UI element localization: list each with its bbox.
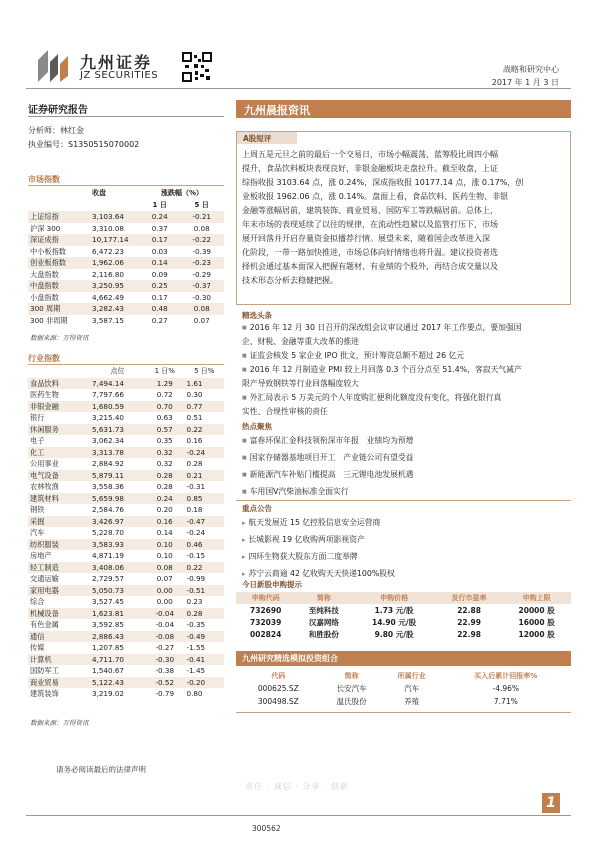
- table-cell: 0.07: [193, 315, 210, 325]
- data-source: 数据来源：万得资讯: [30, 334, 89, 342]
- brand-name-cn: 九州证券: [80, 53, 153, 72]
- table-cell: 002824: [250, 629, 282, 639]
- table-cell: 中小板指数: [30, 246, 66, 256]
- table-row: [28, 596, 224, 608]
- department: 战略和研究中心: [503, 65, 559, 74]
- table-cell: 20000 股: [518, 605, 555, 615]
- table-cell: 0.32: [156, 447, 173, 457]
- table-cell: 1,680.59: [92, 401, 125, 411]
- comment-line: 化阶段，一带一路加快推进，市场总体向好情绪也将升温。建议投资者选: [242, 248, 498, 257]
- hot-topics-title: 热点聚焦: [242, 422, 272, 431]
- table-cell: 5,228.70: [92, 528, 125, 537]
- table-cell: 纺织服装: [30, 539, 59, 549]
- table-row: [28, 619, 224, 631]
- table-row: [28, 424, 224, 436]
- page-title: 九州晨报资讯: [236, 100, 571, 118]
- industry-index-table: [28, 366, 224, 700]
- table-row: [28, 573, 224, 585]
- table-cell: -1.55: [186, 643, 206, 652]
- table-cell: 有色金属: [30, 620, 59, 629]
- table-row: [28, 642, 224, 654]
- table-cell: 0.85: [186, 493, 203, 503]
- table-row: [28, 378, 224, 390]
- table-row: [28, 223, 224, 235]
- table-subheader: 1 日 5 日: [152, 200, 209, 209]
- table-cell: 0.72: [156, 390, 173, 399]
- news-item: ■ 证监会核发 5 家企业 IPO 批文，预计筹资总额不超过 26 亿元: [236, 349, 571, 364]
- table-cell: 0.35: [156, 436, 173, 445]
- legal-disclaimer: 请务必阅读最后的法律声明: [56, 765, 146, 774]
- table-cell: 5,879.11: [92, 470, 125, 480]
- table-cell: 机械设备: [30, 608, 59, 618]
- table-cell: -0.52: [155, 677, 175, 687]
- comment-line: 展开回落并开启存量资金拟播荐行情。展望未来，随着国企改革进入深: [242, 234, 490, 243]
- footer-tagline: 责任 · 诚信 · 分享 · 创新: [245, 782, 349, 791]
- table-cell: 3,527.45: [92, 597, 125, 606]
- table-cell: 0.27: [151, 315, 168, 325]
- table-cell: 22.99: [457, 617, 481, 627]
- table-cell: 5,122.43: [92, 677, 125, 687]
- table-cell: -0.24: [186, 447, 206, 457]
- table-cell: 3,583.93: [92, 539, 125, 549]
- table-cell: 钢铁: [30, 505, 45, 514]
- table-cell: 汽车: [30, 528, 45, 537]
- table-row: [28, 292, 224, 304]
- table-cell: 0.37: [151, 223, 168, 233]
- analyst: 分析师：林红金: [28, 126, 84, 135]
- table-cell: 22.98: [457, 629, 481, 639]
- comment-text: [236, 148, 571, 288]
- table-cell: 4,871.19: [92, 551, 125, 560]
- table-row: [28, 539, 224, 551]
- table-cell: -0.79: [155, 689, 175, 698]
- hot-topic-item: ■ 国家存储器基地项目开工 产业链公司有望受益: [236, 451, 571, 466]
- table-cell: 2,884.92: [92, 459, 125, 468]
- table-cell: 医药生物: [30, 390, 59, 399]
- table-cell: 0.46: [186, 539, 203, 549]
- table-cell: 0.16: [186, 436, 203, 445]
- table-cell: 至纯科技: [308, 605, 339, 615]
- industry-index-title: 行业指数: [28, 351, 224, 365]
- table-cell: -0.30: [192, 292, 211, 302]
- table-cell: 10,177.14: [92, 235, 129, 244]
- table-cell: 综合: [30, 597, 45, 606]
- comment-line: 年末市场的表现延续了以往的规律，在流动性趋紧以及监管打压下，市场: [242, 220, 498, 229]
- footer-divider: [26, 815, 571, 816]
- table-cell: -0.39: [192, 246, 211, 256]
- table-cell: -0.29: [192, 269, 211, 279]
- table-cell: 银行: [30, 413, 45, 422]
- table-cell: -0.04: [155, 620, 175, 629]
- table-cell: 0.00: [156, 585, 173, 595]
- table-cell: 1,623.81: [92, 608, 125, 618]
- table-cell: 3,592.85: [92, 620, 125, 629]
- table-cell: 中盘指数: [30, 281, 59, 290]
- table-cell: 0.10: [156, 551, 173, 560]
- table-cell: 732039: [250, 617, 282, 627]
- table-row: [28, 389, 224, 401]
- table-cell: 2,116.80: [92, 269, 125, 279]
- table-cell: 5,050.73: [92, 585, 125, 595]
- table-cell: 7,797.66: [92, 390, 125, 399]
- table-cell: 电子: [30, 436, 45, 445]
- table-cell: 0.51: [186, 413, 203, 422]
- table-cell: 300 非周期: [30, 315, 68, 325]
- table-cell: -0.15: [186, 551, 206, 560]
- table-cell: 0.10: [156, 539, 173, 549]
- ipo-table: [236, 592, 571, 640]
- qr-code-icon: [182, 52, 212, 82]
- table-row: [28, 470, 224, 482]
- table-cell: 传媒: [30, 643, 45, 652]
- portfolio-title: 九州研究精选模拟投资组合: [236, 651, 571, 666]
- table-cell: 4,711.70: [92, 654, 125, 664]
- announcement-item: ▸ 苏宁云商逾 42 亿收购天天快递100%股权: [236, 567, 571, 582]
- table-cell: 0.28: [186, 459, 203, 468]
- table-cell: -0.21: [192, 212, 211, 221]
- table-cell: 0.28: [186, 608, 203, 618]
- table-cell: -0.31: [186, 482, 206, 491]
- table-cell: 0.28: [156, 482, 173, 491]
- table-cell: 沪深 300: [30, 223, 61, 233]
- table-cell: 14.90 元/股: [372, 617, 417, 627]
- table-row: [28, 257, 224, 269]
- table-cell: 0.24: [156, 493, 173, 503]
- table-cell: 公用事业: [30, 459, 59, 468]
- table-cell: 休闲服务: [30, 424, 59, 434]
- table-cell: 3,219.02: [92, 689, 125, 698]
- table-row: [28, 493, 224, 505]
- report-date: 2017 年 1 月 3 日: [491, 78, 559, 87]
- table-cell: 300498.SZ: [257, 697, 299, 706]
- table-cell: 0.57: [156, 424, 173, 434]
- table-cell: -0.23: [192, 258, 211, 267]
- comment-line: 金融等涨幅居前，建筑装饰、商业贸易、国防军工等跌幅居前。总体上，: [242, 206, 498, 215]
- news-item: ■ 2016 年 12 月 30 日召开的深改组会议审议通过 2017 年工作要点，要加强国: [236, 321, 571, 336]
- comment-line: 综指收报 3103.64 点，涨 0.24%，深成指收报 10177.14 点，涨 0.17%，创: [242, 178, 524, 187]
- table-cell: 0.17: [151, 292, 168, 302]
- table-header: 收盘 涨跌幅（%）: [92, 189, 203, 197]
- table-cell: 和胜股份: [308, 629, 339, 639]
- table-cell: 非银金融: [30, 401, 59, 411]
- table-cell: 采掘: [30, 516, 45, 526]
- comment-line: 业板收报 1962.06 点，涨 0.14%。盘面上看，食品饮料、医药生物、非银: [242, 192, 509, 201]
- table-row: [28, 435, 224, 447]
- table-cell: 22.88: [457, 605, 481, 615]
- table-row: [28, 447, 224, 459]
- table-cell: 0.07: [156, 574, 173, 583]
- table-row: [28, 665, 224, 677]
- table-cell: 9.80 元/股: [374, 629, 414, 639]
- table-cell: 0.22: [186, 424, 203, 434]
- table-cell: 2,584.76: [92, 505, 125, 514]
- table-cell: 1.61: [186, 378, 203, 388]
- table-cell: 房地产: [30, 551, 52, 560]
- table-cell: 12000 股: [518, 629, 555, 639]
- table-cell: 养殖: [404, 697, 420, 706]
- market-index-title: 市场指数: [28, 172, 224, 186]
- table-cell: 16000 股: [518, 617, 555, 627]
- table-cell: 4,662.49: [92, 292, 125, 302]
- table-cell: -1.45: [186, 666, 206, 675]
- comment-title: A股短评: [237, 132, 297, 144]
- table-cell: 3,282.43: [92, 304, 125, 313]
- table-cell: 0.25: [151, 281, 168, 290]
- table-cell: 小盘指数: [30, 292, 59, 302]
- table-row: [236, 628, 571, 640]
- table-cell: 上证综指: [30, 212, 59, 221]
- table-row: [236, 695, 571, 708]
- table-cell: -0.30: [155, 654, 175, 664]
- table-row: [28, 677, 224, 689]
- table-cell: 通信: [30, 631, 45, 641]
- table-cell: -0.47: [186, 516, 206, 526]
- table-cell: 7,494.14: [92, 378, 125, 388]
- table-cell: 计算机: [30, 654, 52, 664]
- table-row: [28, 631, 224, 643]
- table-cell: 3,558.36: [92, 482, 125, 491]
- table-cell: 0.20: [156, 505, 173, 514]
- table-cell: 0.48: [151, 304, 168, 313]
- table-cell: -0.22: [192, 235, 211, 244]
- table-cell: 0.03: [151, 246, 168, 256]
- table-cell: 农林牧渔: [30, 482, 59, 491]
- table-cell: 建筑装饰: [30, 689, 59, 698]
- table-cell: 0.16: [156, 516, 173, 526]
- table-cell: -0.51: [186, 585, 206, 595]
- table-cell: 0.77: [186, 401, 203, 411]
- table-cell: 0.08: [156, 562, 173, 572]
- table-cell: 3,426.97: [92, 516, 125, 526]
- table-row: [28, 315, 224, 327]
- table-cell: 3,250.95: [92, 281, 125, 290]
- table-row: [28, 269, 224, 281]
- table-cell: 000625.SZ: [257, 684, 299, 693]
- table-cell: 0.70: [156, 401, 173, 411]
- table-row: [28, 504, 224, 516]
- table-cell: -0.08: [155, 631, 175, 641]
- table-cell: 建筑材料: [30, 493, 59, 503]
- table-cell: 化工: [30, 447, 45, 457]
- table-row: [28, 516, 224, 528]
- table-cell: 轻工制造: [30, 562, 59, 572]
- comment-line: 提升，食品饮料板块表现良好，非银金融板块走盘拉升。截至收盘，上证: [242, 164, 498, 173]
- table-cell: 1.73 元/股: [374, 605, 414, 615]
- table-row: [236, 682, 571, 695]
- table-cell: -0.27: [155, 643, 175, 652]
- table-cell: 家用电器: [30, 585, 59, 595]
- announcements-title: 重点公告: [242, 504, 272, 513]
- table-header: 点位 1 日% 5 日%: [110, 367, 215, 375]
- table-cell: 0.08: [193, 223, 210, 233]
- hot-topic-item: ■ 富春环保汇金科技领衔深市年报 业绩均为预增: [236, 434, 571, 449]
- table-cell: 交通运输: [30, 574, 59, 583]
- table-cell: 6,472.23: [92, 246, 125, 256]
- table-cell: 电气设备: [30, 470, 59, 480]
- table-cell: 0.63: [156, 413, 173, 422]
- comment-line: 择机会通过基本面深入把握有题材、有业绩的个股外，再结合成交量以及: [242, 262, 498, 271]
- table-cell: 0.00: [156, 597, 173, 606]
- table-cell: 732690: [250, 605, 282, 615]
- table-row: [28, 481, 224, 493]
- news-title: 精选头条: [242, 311, 272, 320]
- table-cell: 深证成指: [30, 235, 59, 244]
- table-cell: -0.38: [155, 666, 175, 675]
- table-cell: -0.04: [155, 608, 175, 618]
- table-cell: 0.17: [151, 235, 168, 244]
- comment-line: 上周五是元旦之前的最后一个交易日，市场小幅震荡，蓝筹股比周四小幅: [242, 150, 498, 159]
- table-cell: 2,886.43: [92, 631, 125, 641]
- news-item: ■ 2016 年 12 月制造业 PMI 较上月回落 0.3 个百分点至 51.4%，客寂天气减产: [236, 363, 571, 378]
- table-cell: 长安汽车: [336, 684, 367, 693]
- table-cell: 0.21: [186, 470, 203, 480]
- table-row: [28, 401, 224, 413]
- table-cell: -4.96%: [492, 684, 520, 693]
- table-cell: 创业板指数: [30, 258, 66, 267]
- table-row: [28, 303, 224, 315]
- table-row: [28, 280, 224, 292]
- section-divider: [236, 500, 571, 501]
- table-cell: 3,215.40: [92, 413, 125, 422]
- table-cell: 3,313.78: [92, 447, 125, 457]
- news-item: ■ 外汇局表示 5 万美元的个人年度购汇便利化额度没有变化，将强化银行真: [236, 391, 571, 406]
- hot-topic-item: ■ 新能源汽车补贴门槛提高 三元锂电池发展机遇: [236, 468, 571, 483]
- news-item-cont: 实性、合规性审核的责任: [242, 407, 328, 416]
- news-item-cont: 企、财税、金融等重大改革的推进: [242, 337, 359, 346]
- table-cell: 食品饮料: [30, 378, 59, 388]
- table-cell: 1,540.67: [92, 666, 125, 675]
- brand-name-en: JZ SECURITIES: [80, 70, 159, 81]
- table-cell: 5,631.73: [92, 424, 125, 434]
- announcement-item: ▸ 四环生物获大股东方面二度举牌: [236, 550, 571, 565]
- table-cell: -0.49: [186, 631, 206, 641]
- table-cell: 300 周期: [30, 304, 61, 313]
- table-cell: 5,659.98: [92, 493, 125, 503]
- table-cell: 0.24: [151, 212, 168, 221]
- table-cell: 3,062.34: [92, 436, 125, 445]
- table-cell: 1,207.85: [92, 643, 125, 652]
- table-cell: 0.32: [156, 459, 173, 468]
- data-source: 数据来源：万得资讯: [30, 719, 89, 727]
- license-number: 执业编号：S1350515070002: [28, 140, 140, 149]
- comment-line: 技术形态分析去稳健把握。: [242, 276, 338, 285]
- header-divider: [26, 88, 571, 89]
- table-cell: 0.08: [193, 304, 210, 313]
- table-row: [28, 211, 224, 223]
- table-row: [236, 604, 571, 616]
- table-row: [28, 608, 224, 620]
- table-row: [28, 458, 224, 470]
- news-item-cont: 限产导致钢铁等行业回落幅度较大: [242, 379, 359, 388]
- table-cell: 0.18: [186, 505, 203, 514]
- table-cell: 3,310.08: [92, 223, 125, 233]
- table-cell: 商业贸易: [30, 677, 59, 687]
- page-number: 1: [542, 793, 560, 813]
- hot-topic-item: ■ 车用国Ⅴ汽柴油标准全面实行: [236, 485, 571, 500]
- table-cell: 1.29: [156, 378, 173, 388]
- left-divider: [28, 116, 224, 117]
- section-divider: [236, 712, 571, 713]
- table-row: [28, 585, 224, 597]
- table-cell: -0.35: [186, 620, 206, 629]
- announcement-item: ▸ 长城影视 19 亿收购两项影视资产: [236, 533, 571, 548]
- table-row: [28, 562, 224, 574]
- table-header: 代码 简称 所属行业 买入后累计回报率%: [271, 671, 538, 680]
- table-cell: 0.09: [151, 269, 168, 279]
- table-cell: 汉嘉网络: [308, 617, 339, 627]
- brand-logo-icon: [36, 48, 70, 84]
- table-row: [28, 654, 224, 666]
- table-cell: 0.22: [186, 562, 203, 572]
- table-cell: -0.37: [192, 281, 211, 290]
- table-cell: 汽车: [404, 684, 420, 693]
- portfolio-table: [236, 669, 571, 708]
- table-cell: -0.20: [186, 677, 206, 687]
- document-code: 300562: [252, 824, 281, 833]
- table-cell: 温氏股份: [336, 697, 367, 706]
- table-cell: 3,408.06: [92, 562, 125, 572]
- table-cell: -0.41: [186, 654, 206, 664]
- table-cell: 2,729.57: [92, 574, 125, 583]
- table-cell: 0.30: [186, 390, 203, 399]
- table-cell: 0.28: [156, 470, 173, 480]
- table-row: [28, 527, 224, 539]
- table-row: [28, 412, 224, 424]
- table-cell: 0.14: [151, 258, 168, 267]
- table-cell: 0.14: [156, 528, 173, 537]
- table-cell: 3,103.64: [92, 212, 125, 221]
- table-row: [28, 550, 224, 562]
- market-index-table: [28, 188, 224, 326]
- report-type: 证券研究报告: [28, 105, 88, 116]
- table-cell: 1,962.06: [92, 258, 125, 267]
- table-row: [236, 616, 571, 628]
- table-cell: 3,587.15: [92, 315, 125, 325]
- ipo-title: 今日新股申购提示: [242, 580, 302, 589]
- table-cell: -0.99: [186, 574, 206, 583]
- table-cell: 0.80: [186, 689, 203, 698]
- table-row: [28, 246, 224, 258]
- announcement-item: ▸ 航天发展近 15 亿控股信息安全运营商: [236, 516, 571, 531]
- table-cell: 0.23: [186, 597, 203, 606]
- table-cell: -0.24: [186, 528, 206, 537]
- table-cell: 国防军工: [30, 666, 59, 675]
- table-row: [28, 688, 224, 700]
- table-cell: 7.71%: [493, 697, 518, 706]
- table-cell: 大盘指数: [30, 269, 59, 279]
- table-row: [28, 234, 224, 246]
- table-header: 申购代码 简称 申购价格 发行市盈率 申购上限: [236, 592, 571, 604]
